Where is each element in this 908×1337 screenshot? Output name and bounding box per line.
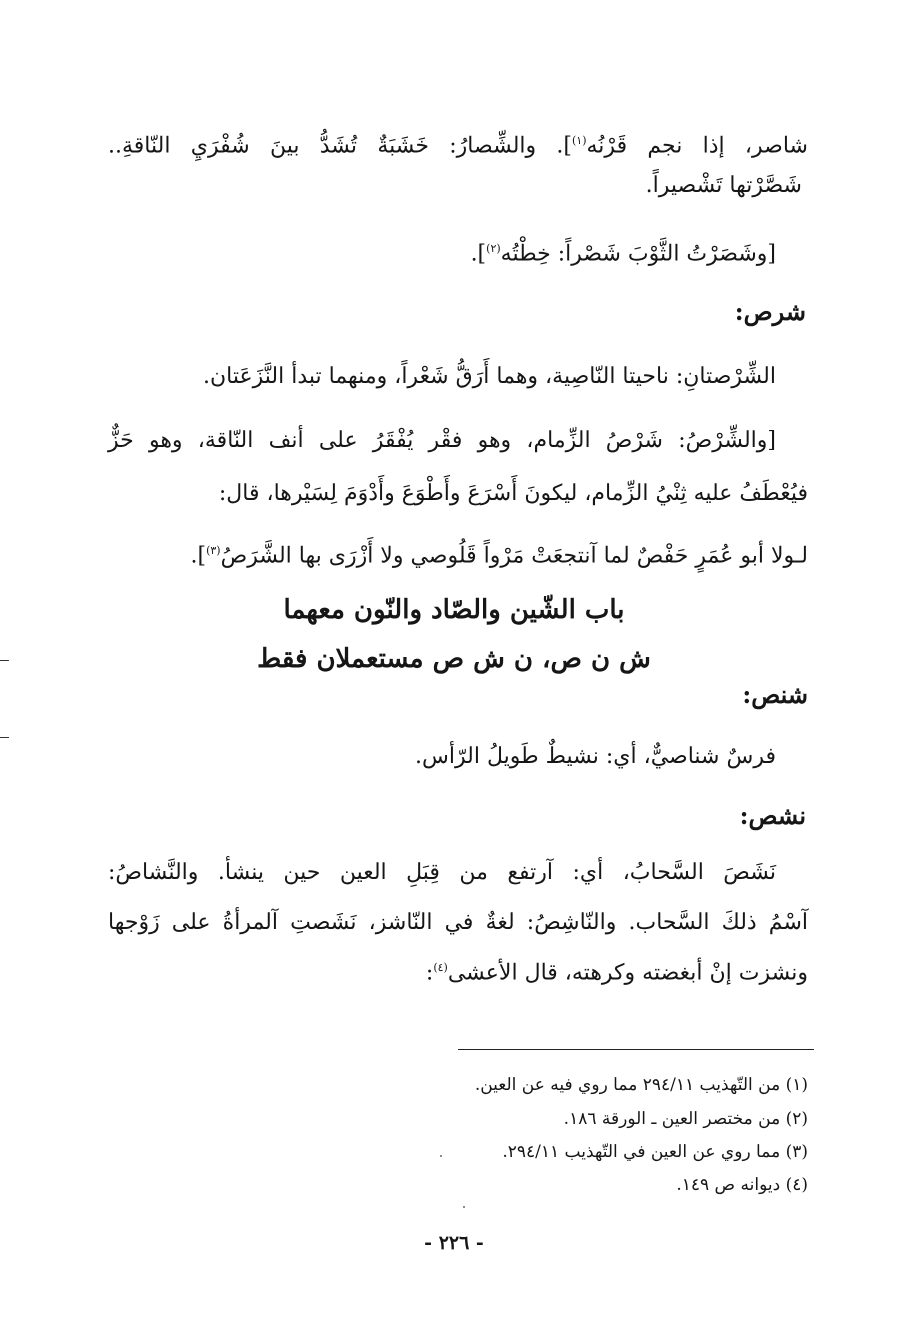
footnote-ref: (٢) [486, 242, 501, 255]
text-segment: [وشَصَرْتُ الثَّوْبَ شَصْراً: خِطْتُه [500, 241, 776, 267]
text-line [108, 171, 802, 201]
text-segment: ]. [190, 543, 207, 569]
text-segment: فرسٌ شناصيٌّ، أي: نشيطٌ طَويلُ الرّأس. [415, 744, 776, 769]
scan-mark [0, 737, 9, 738]
text-segment: ]. والشِّصارُ: خَشَبَةٌ تُشَدُّ بينَ شُفْرَيِ النّاقةِ.. [108, 133, 572, 159]
text-segment: ونشزت إنْ أبغضته وكرهته، قال الأعشى [447, 960, 808, 986]
text-line [108, 742, 776, 772]
text-segment: ]. [470, 241, 487, 267]
footnote-ref: (٤) [433, 961, 448, 974]
footnote: (١) من التّهذيب ٢٩٤/١١ مما روي فيه عن العين. [474, 1075, 808, 1095]
entry-heading: نشص: [739, 801, 806, 830]
entry-heading: شنص: [742, 680, 808, 709]
text-segment: : [425, 960, 434, 986]
text-segment: شاصر، إذا نجم قَرْنُه [586, 133, 808, 159]
footnote: (٢) من مختصر العين ـ الورقة ١٨٦. [563, 1109, 808, 1129]
text-segment: [والشِّرْصُ: شَرْصُ الزِّمام، وهو فقْر يُفْقَرُ على أنف النّاقة، وهو حَزٌّ [108, 428, 776, 453]
footnote-ref: (١) [572, 134, 587, 147]
footnote: (٤) ديوانه ص ١٤٩. [676, 1175, 808, 1195]
text-segment: شَصَّرْتها تَشْصيراً. [645, 173, 802, 198]
scan-speck [440, 1155, 442, 1157]
text-line [108, 126, 808, 161]
text-segment: الشِّرْصتانِ: ناحيتا النّاصِية، وهما أَرَقُّ شَعْراً، ومنهما تبدأ النَّزَعَتان. [203, 364, 776, 389]
text-line [108, 234, 776, 269]
verse-line [108, 536, 808, 571]
text-line [108, 362, 776, 392]
text-segment: آسْمُ ذلكَ السَّحاب. والنّاشِصُ: لغةٌ في النّاشز، نَشَصتِ آلمرأةُ على زَوْجها [108, 910, 808, 935]
text-line [108, 953, 808, 988]
scan-speck [463, 1206, 465, 1208]
scan-mark [0, 660, 9, 661]
chapter-title: باب الشّين والصّاد والنّون معهما [283, 595, 625, 625]
text-line [108, 908, 808, 938]
text-line [108, 858, 776, 888]
chapter-subtitle: ش ن ص، ن ش ص مستعملان فقط [257, 644, 651, 674]
text-segment: لـولا أبو عُمَرٍ حَفْصٌ لما آنتجعَتْ مَرْواً قَلُوصي ولا أَزْرَى بها الشَّرَصُ [220, 543, 808, 569]
text-segment: نَشَصَ السَّحابُ، أي: آرتفع من قِبَلِ العين حين ينشأ. والنَّشاصُ: [108, 860, 776, 885]
page-number: - ٢٢٦ - [424, 1232, 484, 1254]
entry-heading: شرص: [734, 297, 806, 326]
footnote-separator [458, 1049, 814, 1050]
footnote-ref: (٣) [206, 544, 221, 557]
text-segment: فيُعْطَفُ عليه ثِنْيُ الزِّمام، ليكونَ أَسْرَعَ وأَطْوَعَ وأَدْوَمَ لِسَيْرها، قال: [218, 481, 808, 506]
text-line [108, 479, 808, 509]
footnote: (٣) مما روي عن العين في التّهذيب ٢٩٤/١١. [502, 1142, 808, 1162]
text-line [108, 426, 776, 456]
